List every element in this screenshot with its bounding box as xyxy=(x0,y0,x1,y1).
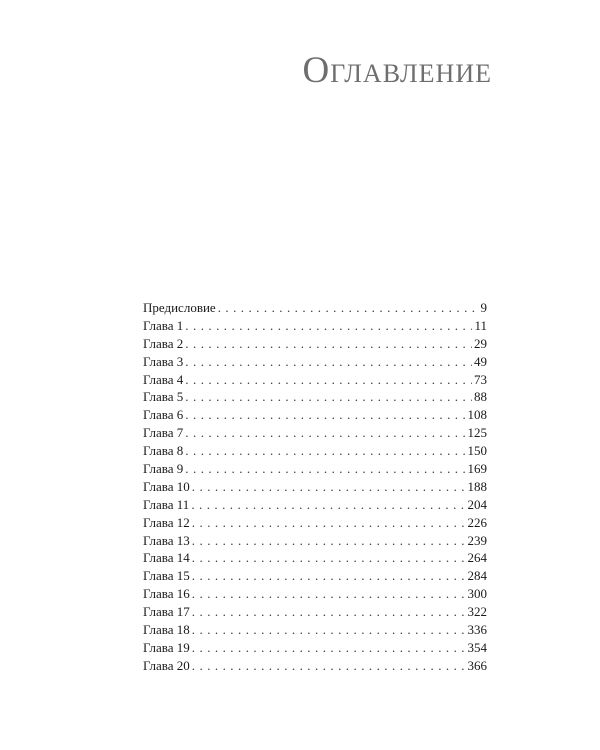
toc-entry-page: 226 xyxy=(467,514,487,530)
dot-leader xyxy=(185,424,465,442)
toc-entry-page: 322 xyxy=(467,604,487,620)
toc-entry-label: Глава 2 xyxy=(143,335,184,351)
page-title: Оглавление xyxy=(302,50,492,91)
dot-leader xyxy=(192,514,466,532)
toc-entry-page: 188 xyxy=(467,478,487,494)
toc-entry-chapter-19[interactable] xyxy=(143,639,487,657)
dot-leader xyxy=(192,478,466,496)
toc-entry-chapter-15[interactable] xyxy=(143,567,487,585)
toc-entry-chapter-5[interactable] xyxy=(143,388,487,406)
toc-entry-label: Глава 4 xyxy=(143,371,184,387)
toc-entry-label: Предисловие xyxy=(143,300,216,315)
toc-entry-page: 336 xyxy=(467,622,487,638)
toc-entry-label: Глава 5 xyxy=(143,389,184,405)
toc-entry-chapter-8[interactable] xyxy=(143,442,487,460)
toc-entry-page: 49 xyxy=(474,353,487,369)
toc-entry-chapter-11[interactable] xyxy=(143,496,487,514)
toc-entry-page: 11 xyxy=(474,317,487,333)
dot-leader xyxy=(185,317,472,335)
dot-leader xyxy=(185,442,465,460)
toc-entry-label: Глава 12 xyxy=(143,514,190,530)
toc-entry-label: Глава 9 xyxy=(143,461,184,477)
toc-entry-chapter-1[interactable] xyxy=(143,317,487,335)
toc-entry-page: 29 xyxy=(474,335,487,351)
toc-entry-page: 108 xyxy=(467,407,487,423)
toc-entry-chapter-9[interactable] xyxy=(143,460,487,478)
toc-entry-chapter-13[interactable] xyxy=(143,532,487,550)
toc-entry-chapter-14[interactable] xyxy=(143,549,487,567)
toc-entry-label: Глава 15 xyxy=(143,568,190,584)
dot-leader xyxy=(192,532,466,550)
dot-leader xyxy=(192,603,466,621)
toc-entry-label: Глава 11 xyxy=(143,496,190,512)
toc-entry-label: Глава 18 xyxy=(143,622,190,638)
toc-entry-page: 354 xyxy=(467,639,487,655)
toc-entry-page: 169 xyxy=(467,461,487,477)
toc-entry-chapter-18[interactable] xyxy=(143,621,487,639)
toc-entry-page: 264 xyxy=(467,550,487,566)
dot-leader xyxy=(185,460,465,478)
toc-entry-chapter-6[interactable] xyxy=(143,406,487,424)
table-of-contents xyxy=(143,299,487,675)
dot-leader xyxy=(192,549,466,567)
toc-entry-label: Глава 14 xyxy=(143,550,190,566)
toc-entry-page: 239 xyxy=(467,532,487,548)
toc-entry-label: Глава 13 xyxy=(143,532,190,548)
dot-leader xyxy=(185,335,472,353)
dot-leader xyxy=(192,639,466,657)
toc-entry-chapter-4[interactable] xyxy=(143,371,487,389)
toc-entry-label: Глава 3 xyxy=(143,353,184,369)
toc-entry-chapter-10[interactable] xyxy=(143,478,487,496)
toc-entry-label: Глава 8 xyxy=(143,443,184,459)
toc-entry-chapter-16[interactable] xyxy=(143,585,487,603)
toc-entry-chapter-12[interactable] xyxy=(143,514,487,532)
toc-entry-chapter-2[interactable] xyxy=(143,335,487,353)
toc-entry-page: 300 xyxy=(467,586,487,602)
toc-entry-page: 204 xyxy=(467,496,487,512)
dot-leader xyxy=(185,371,472,389)
toc-entry-chapter-20[interactable] xyxy=(143,657,487,675)
dot-leader xyxy=(185,388,472,406)
dot-leader xyxy=(218,299,479,317)
toc-entry-chapter-7[interactable] xyxy=(143,424,487,442)
dot-leader xyxy=(192,585,466,603)
toc-entry-label: Глава 7 xyxy=(143,425,184,441)
toc-entry-chapter-3[interactable] xyxy=(143,353,487,371)
toc-entry-label: Глава 1 xyxy=(143,317,184,333)
toc-entry-chapter-17[interactable] xyxy=(143,603,487,621)
toc-entry-label: Глава 10 xyxy=(143,478,190,494)
toc-entry-label: Глава 6 xyxy=(143,407,184,423)
dot-leader xyxy=(192,621,466,639)
dot-leader xyxy=(192,567,466,585)
dot-leader xyxy=(191,496,465,514)
dot-leader xyxy=(185,353,472,371)
toc-entry-preface[interactable] xyxy=(143,299,487,317)
toc-entry-page: 366 xyxy=(467,657,487,673)
toc-entry-page: 73 xyxy=(474,371,487,387)
dot-leader xyxy=(192,657,466,675)
toc-entry-page: 150 xyxy=(467,443,487,459)
toc-entry-page: 125 xyxy=(467,425,487,441)
toc-entry-label: Глава 16 xyxy=(143,586,190,602)
toc-entry-label: Глава 17 xyxy=(143,604,190,620)
toc-entry-label: Глава 20 xyxy=(143,657,190,673)
toc-entry-page: 284 xyxy=(467,568,487,584)
toc-entry-page: 9 xyxy=(480,300,487,315)
toc-entry-label: Глава 19 xyxy=(143,639,190,655)
toc-entry-page: 88 xyxy=(474,389,487,405)
dot-leader xyxy=(185,406,465,424)
